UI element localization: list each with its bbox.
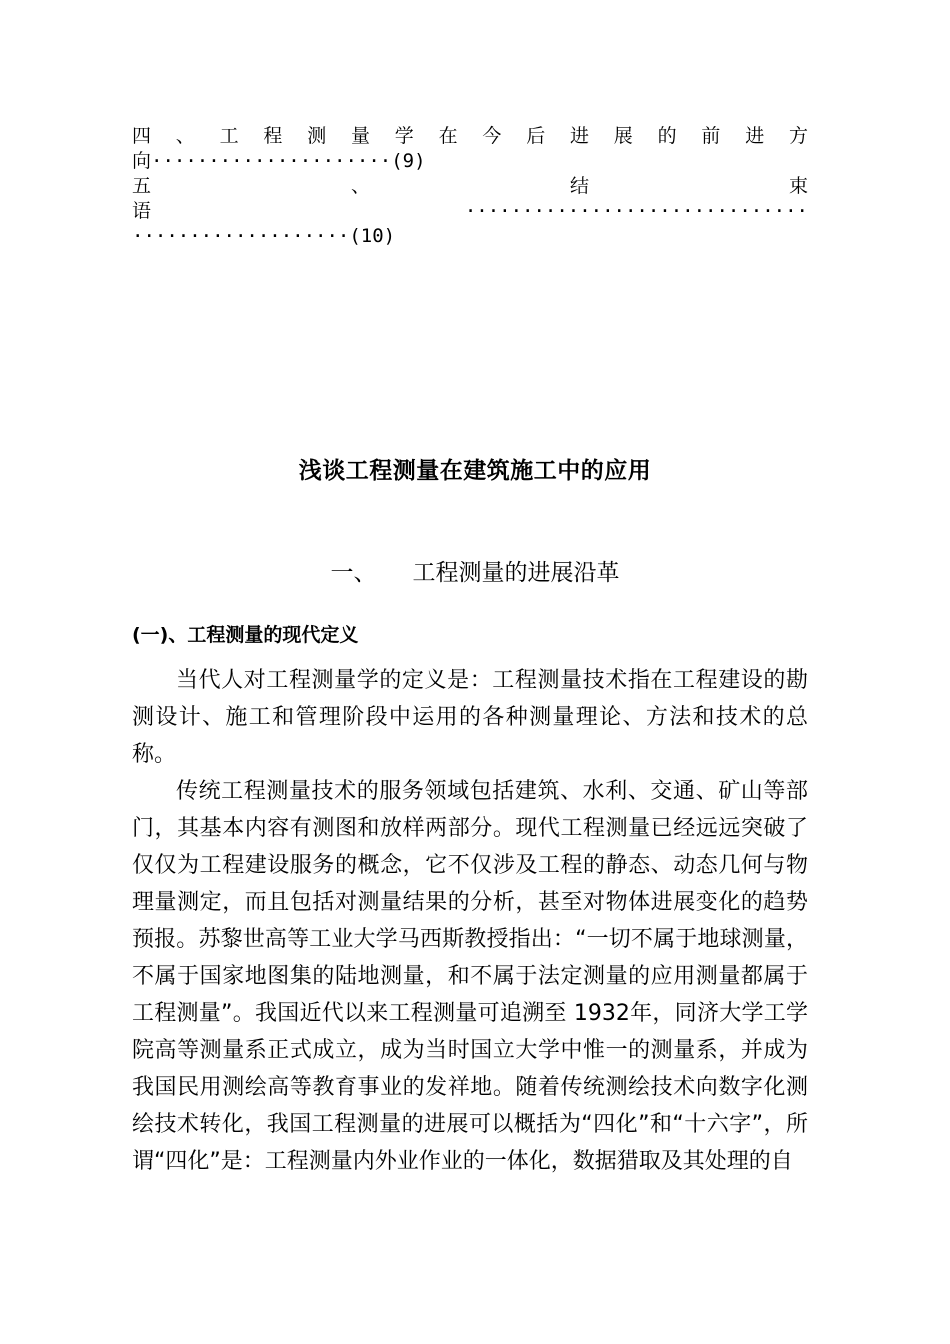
subsection-heading: (一)、工程测量的现代定义 — [132, 624, 359, 646]
toc-item-4-line-2[interactable]: 向·····················(9) — [132, 150, 426, 172]
toc-item-4-line-1[interactable]: 四 、 工 程 测 量 学 在 今 后 进 展 的 前 进 方 — [132, 125, 808, 147]
table-of-contents — [132, 124, 808, 249]
section-number: 一、 — [330, 560, 377, 586]
toc-item-5-line-1[interactable]: 五 、 结 束 — [132, 175, 808, 197]
toc-item-5-line-3[interactable]: ···················(10) — [132, 225, 396, 247]
body-text — [132, 662, 808, 1180]
paragraph: 传统工程测量技术的服务领域包括建筑、水利、交通、矿山等部门，其基本内容有测图和放样两部分。现代工程测量已经远远突破了仅仅为工程建设服务的概念，它不仅涉及工程的静态、动态几何与物理量测定，而且包括对测量结果的分析，甚至对物体进展变化的趋势预报。苏黎世高等工业大学马西斯教授指出：“一切不属于地球测量，不属于国家地图集的陆地测量，和不属于法定测量的应用测量都属于工程测量”。我国近代以来工程测量可追溯至 1932年，同济大学工学院高等测量系正式成立，成为当时国立大学中惟一的测量系，并成为我国民用测绘高等教育事业的发祥地。随着传统测绘技术向数字化测绘技术转化，我国工程测量的进展可以概括为“四化”和“十六字”，所谓“四化”是：工程测量内外业作业的一体化，数据猎取及其处理的自 — [132, 779, 808, 1174]
section-heading — [0, 554, 950, 587]
paragraph: 当代人对工程测量学的定义是：工程测量技术指在工程建设的勘测设计、施工和管理阶段中运用的各种测量理论、方法和技术的总称。 — [132, 668, 808, 767]
document-title: 浅谈工程测量在建筑施工中的应用 — [298, 458, 652, 484]
toc-item-5-line-2[interactable]: 语······························ — [132, 200, 808, 222]
section-title: 工程测量的进展沿革 — [412, 560, 620, 586]
